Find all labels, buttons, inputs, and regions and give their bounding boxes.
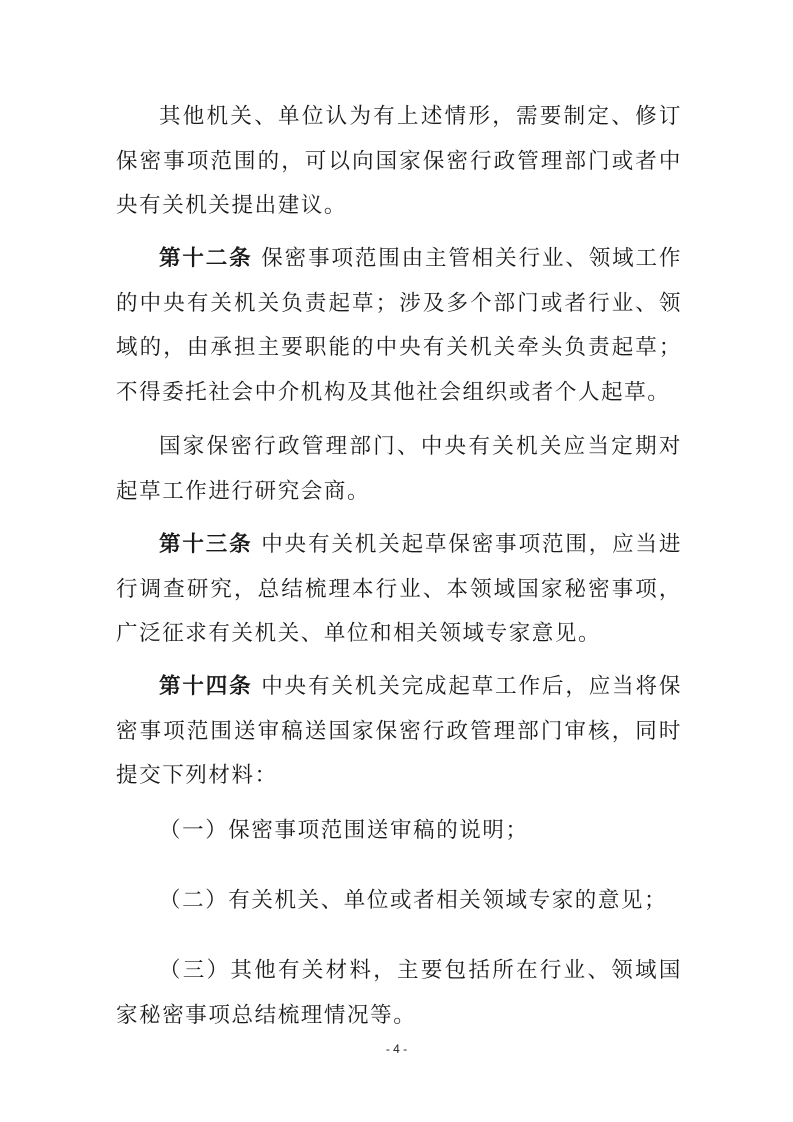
page-number: - 4 -: [385, 1042, 408, 1056]
article-number: 第十四条: [159, 674, 253, 699]
article-number: 第十三条: [159, 532, 253, 557]
paragraph-text: 国家保密行政管理部门、中央有关机关应当定期对起草工作进行研究会商。: [116, 434, 682, 504]
paragraph-consultation: [116, 425, 682, 514]
article-number: 第十二条: [159, 246, 253, 271]
list-item-text: （一）保密事项范围送审稿的说明；: [159, 818, 529, 843]
list-item-3: [116, 949, 682, 1038]
article-14: [116, 665, 682, 799]
article-13: [116, 523, 682, 657]
article-text: 中央有关机关起草保密事项范围，应当进行调查研究，总结梳理本行业、本领域国家秘密事项，广泛征求有关机关、单位和相关领域专家意见。: [116, 532, 683, 646]
list-item-1: [116, 809, 682, 854]
article-text: 保密事项范围由主管相关行业、领域工作的中央有关机关负责起草；涉及多个部门或者行业、领域的，由承担主要职能的中央有关机关牵头负责起草；不得委托社会中介机构及其他社会组织或者个人起草。: [116, 246, 683, 405]
list-item-text: （三）其他有关材料，主要包括所在行业、领域国家秘密事项总结梳理情况等。: [116, 958, 682, 1028]
paragraph-proposal: [116, 95, 682, 229]
paragraph-text: 其他机关、单位认为有上述情形，需要制定、修订保密事项范围的，可以向国家保密行政管理部门或者中央有关机关提出建议。: [116, 104, 682, 218]
article-text: 中央有关机关完成起草工作后，应当将保密事项范围送审稿送国家保密行政管理部门审核，同时提交下列材料：: [116, 674, 683, 788]
article-12: [116, 237, 682, 415]
list-item-2: [116, 879, 682, 924]
list-item-text: （二）有关机关、单位或者相关领域专家的意见；: [159, 888, 668, 913]
